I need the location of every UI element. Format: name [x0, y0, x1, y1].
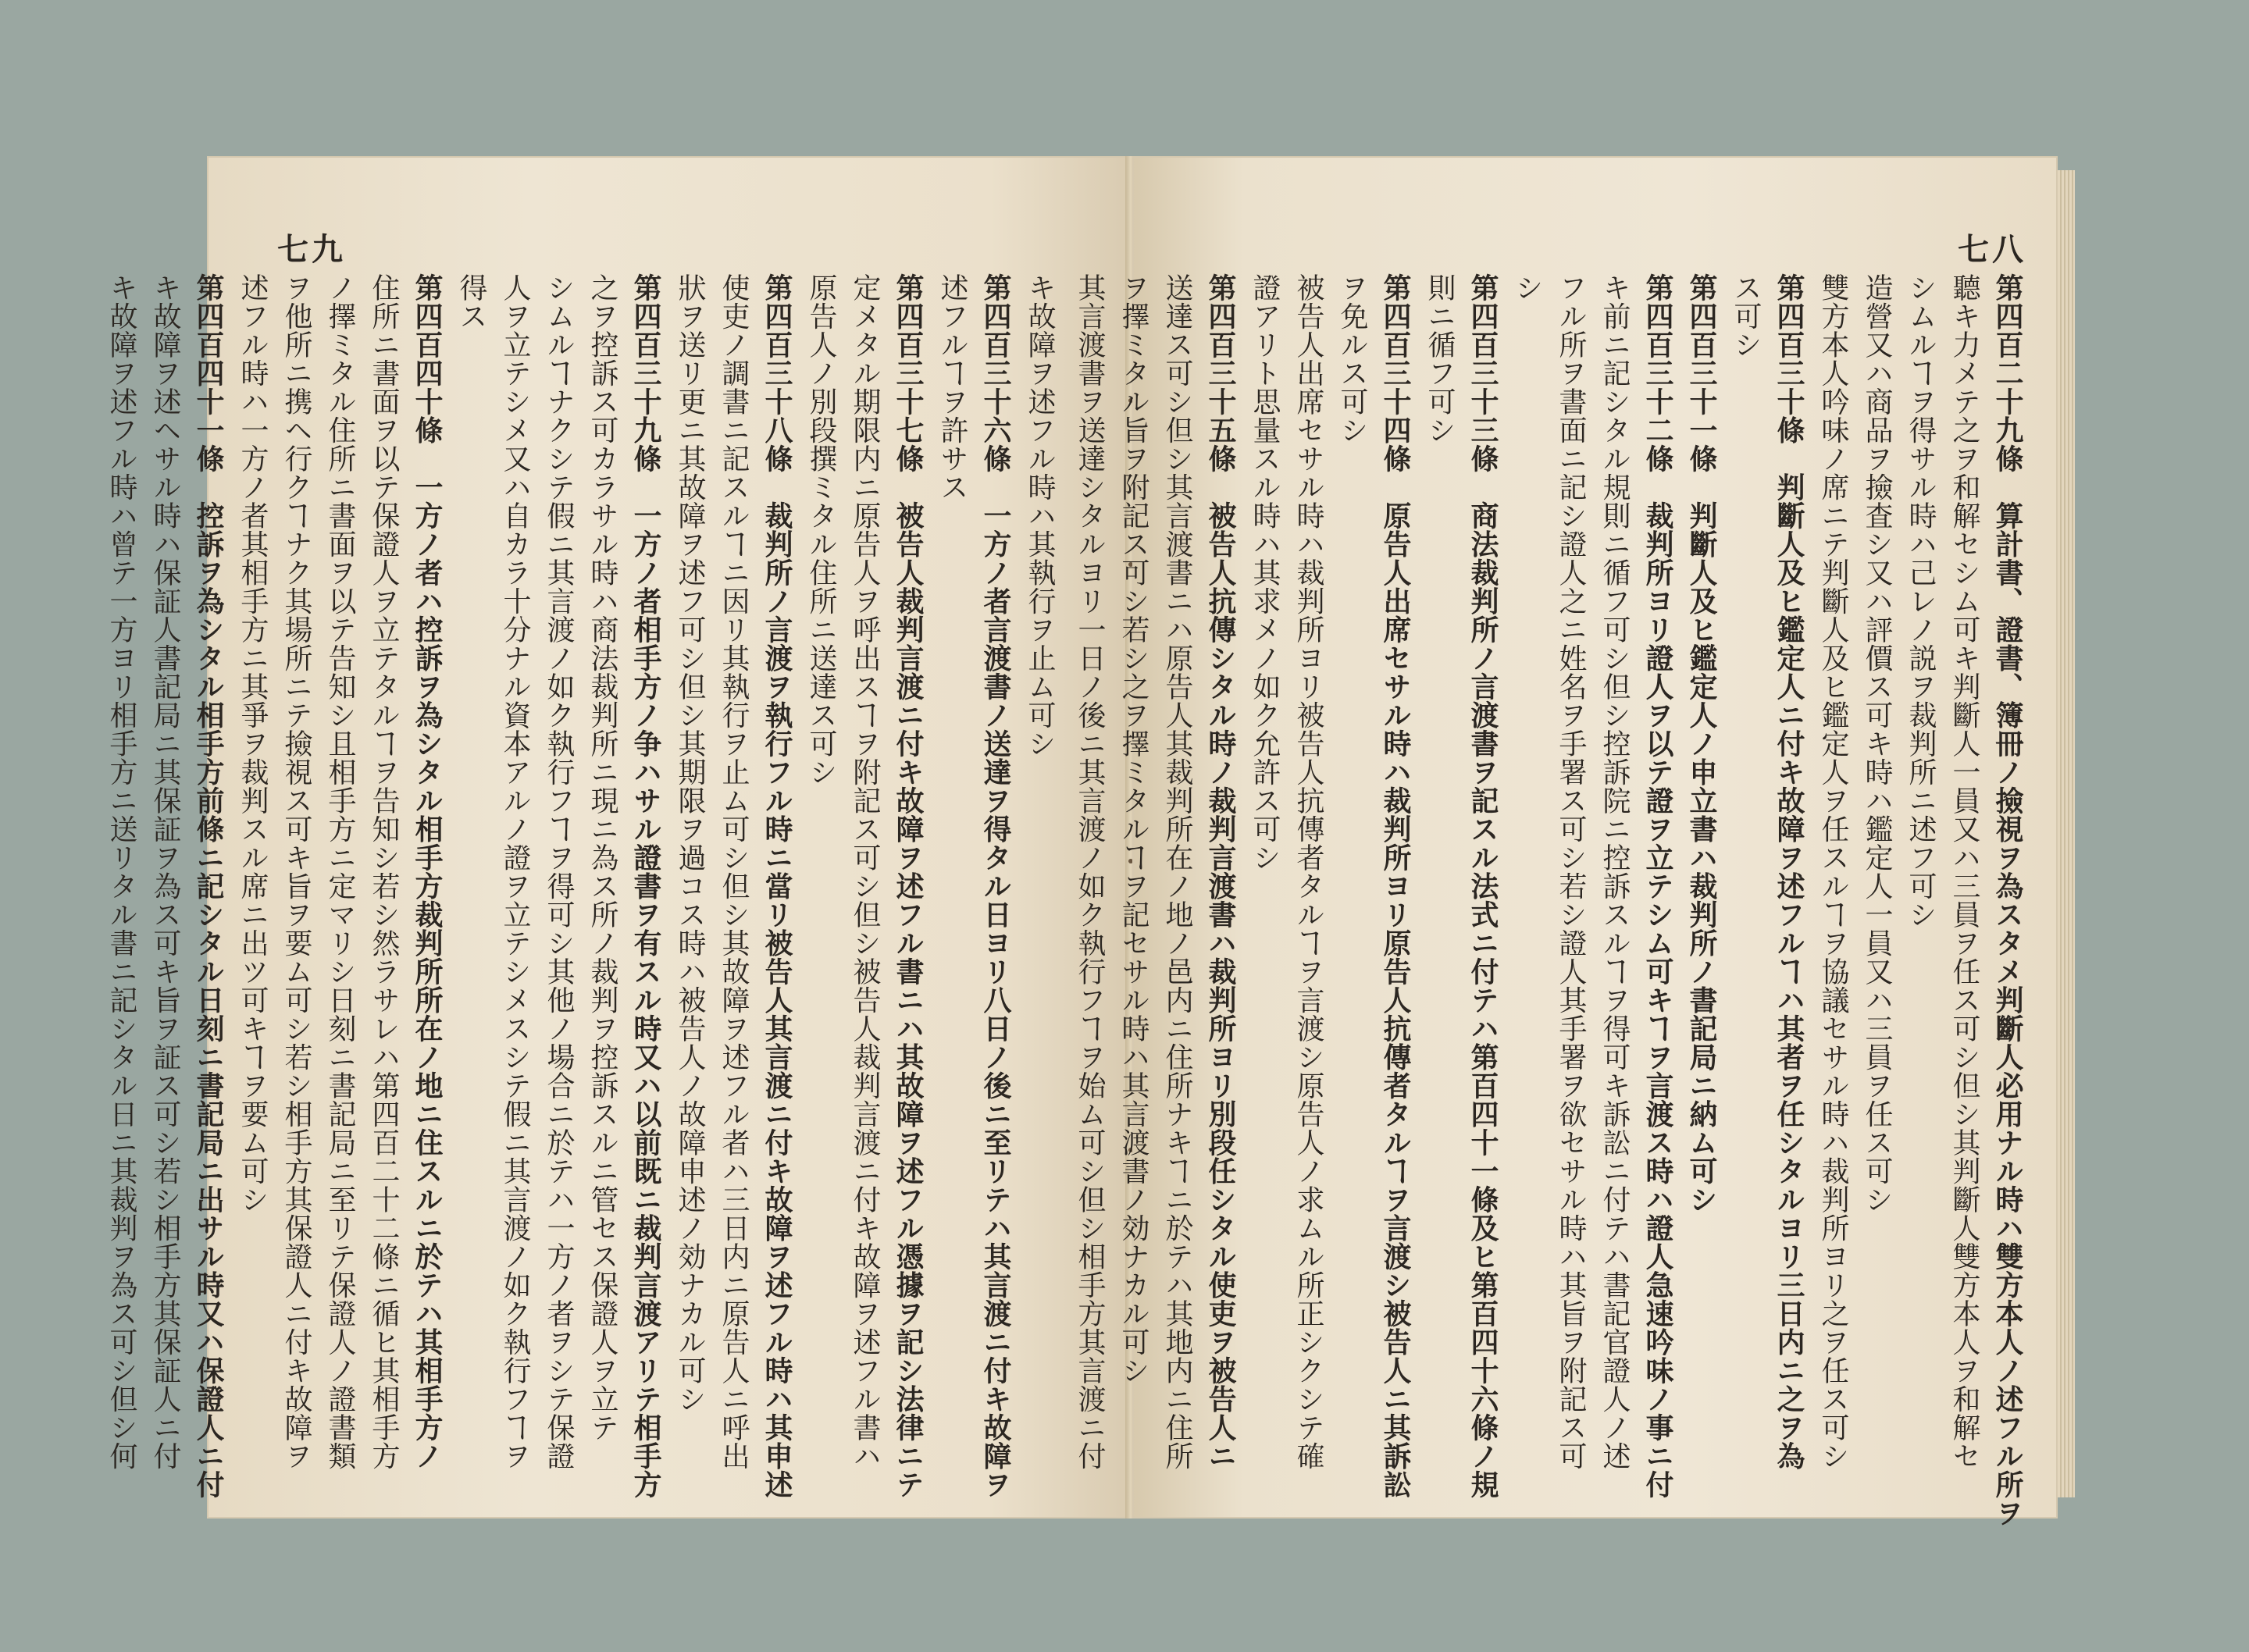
- page-edges: [2058, 170, 2075, 1497]
- text-column: 第四百三十六條 一方ノ者言渡書ノ送達ヲ得タル日ヨリ八日ノ後ニ至リテハ其言渡ニ付キ故障ヲ: [979, 273, 1012, 1499]
- text-column: 人ヲ立テシメ又ハ自カラ十分ナル資本アルノ證ヲ立テシメスシテ假ニ其言渡ノ如ク執行フヿヲ: [499, 273, 531, 1470]
- text-column: 使吏ノ調書ニ記スルヿニ因リ其執行ヲ止ム可シ但シ其故障ヲ述フル者ハ三日内ニ原告人ニ呼出: [718, 273, 750, 1470]
- text-column: 第四百三十條 判斷人及ヒ鑑定人ニ付キ故障ヲ述フルヿハ其者ヲ任シタルヨリ三日内ニ之ヲ為: [1773, 273, 1805, 1470]
- text-column: 第四百三十五條 被告人抗傳シタル時ノ裁判言渡書ハ裁判所ヨリ別段任シタル使吏ヲ被告人ニ: [1204, 273, 1237, 1470]
- text-column: キ故障ヲ述フル時ハ曾テ一方ヨリ相手方ニ送リタル書ニ記シタル日ニ其裁判ヲ為ス可シ但シ何: [105, 273, 137, 1470]
- text-column: 之ヲ控訴ス可カラサル時ハ商法裁判所ニ現ニ為ス所ノ裁判ヲ控訴スルニ管セス保證人ヲ立テ: [586, 273, 618, 1442]
- text-column: 送達ス可シ但シ其言渡書ニハ原告人其裁判所在ノ地ノ邑内ニ住所ナキヿニ於テハ其地内ニ住所: [1161, 273, 1193, 1470]
- text-column: 第四百四十條 一方ノ者ハ控訴ヲ為シタル相手方裁判所所在ノ地ニ住スルニ於テハ其相手方ノ: [411, 273, 444, 1470]
- text-column: キ故障ヲ述ヘサル時ハ保証人書記局ニ其保証ヲ為ス可キ旨ヲ証ス可シ若シ相手方其保証人ニ付: [149, 273, 181, 1470]
- text-column: ス可シ: [1730, 273, 1762, 359]
- text-column: 狀ヲ送リ更ニ其故障ヲ述フ可シ但シ其期限ヲ過コス時ハ被告人ノ故障申述ノ効ナカル可シ: [674, 273, 706, 1413]
- text-column: シムルヿナクシテ假ニ其言渡ノ如ク執行フヿヲ得可シ其他ノ場合ニ於テハ一方ノ者ヲシテ保證: [543, 273, 575, 1470]
- text-column: ヲ擇ミタル旨ヲ附記ス可シ若シ之ヲ擇ミタルヿヲ記セサル時ハ其言渡書ノ効ナカル可シ: [1117, 273, 1149, 1385]
- text-column: 定メタル期限内ニ原告人ヲ呼出スヿヲ附記ス可シ但シ被告人裁判言渡ニ付キ故障ヲ述フル書ハ: [849, 273, 881, 1470]
- open-book: [105, 156, 2073, 1527]
- text-column: 第四百三十二條 裁判所ヨリ證人ヲ以テ證ヲ立テシム可キヿヲ言渡ス時ハ證人急速吟味ノ事ニ付: [1641, 273, 1674, 1499]
- text-column: 第四百二十九條 算計書、證書、簿冊ノ撿視ヲ為スタメ判斷人必用ナル時ハ雙方本人ノ述フル所ヲ: [1991, 273, 2024, 1527]
- text-column: キ前ニ記シタル規則ニ循フ可シ但シ控訴院ニ控訴スルヿヲ得可キ訴訟ニ付テハ書記官證人ノ述: [1599, 273, 1631, 1470]
- text-column: 第四百三十九條 一方ノ者相手方ノ争ハサル證書ヲ有スル時又ハ以前既ニ裁判言渡アリテ相手方: [629, 273, 662, 1499]
- right-page-number: 七八: [1958, 231, 2026, 268]
- text-column: 得ス: [455, 273, 487, 330]
- left-page: [105, 156, 1128, 1518]
- text-column: ノ擇ミタル住所ニ書面ヲ以テ告知シ且相手方ニ定マリシ日刻ニ書記局ニ至リテ保證人ノ證書類: [324, 273, 356, 1470]
- text-column: 第四百三十八條 裁判所ノ言渡ヲ執行フル時ニ當リ被告人其言渡ニ付キ故障ヲ述フル時ハ其申述: [761, 273, 793, 1499]
- text-column: キ故障ヲ述フル時ハ其執行ヲ止ム可シ: [1024, 273, 1056, 758]
- text-column: 則ニ循フ可シ: [1424, 273, 1456, 444]
- text-column: フル所ヲ書面ニ記シ證人之ニ姓名ヲ手署ス可シ若シ證人其手署ヲ欲セサル時ハ其旨ヲ附記ス可: [1555, 273, 1587, 1470]
- text-column: 述フルヿヲ許サス: [936, 273, 968, 501]
- text-column: 第四百三十三條 商法裁判所ノ言渡書ヲ記スル法式ニ付テハ第百四十一條及ヒ第百四十六條ノ規: [1467, 273, 1499, 1499]
- right-page: [1074, 156, 2058, 1527]
- text-column: ヲ免ルス可シ: [1336, 273, 1368, 444]
- text-column: 原告人ノ別段撰ミタル住所ニ送達ス可シ: [805, 273, 837, 786]
- text-column: 聽キ力メテ之ヲ和解セシム可キ判斷人一員又ハ三員ヲ任ス可シ但シ其判斷人雙方本人ヲ和解セ: [1948, 273, 1980, 1470]
- text-column: 造營又ハ商品ヲ撿査シ又ハ評價ス可キ時ハ鑑定人一員又ハ三員ヲ任ス可シ: [1861, 273, 1893, 1214]
- right-page-text: [1074, 273, 2026, 1527]
- text-column: 住所ニ書面ヲ以テ保證人ヲ立テタルヿヲ告知シ若シ然ラサレハ第四百二十二條ニ循ヒ其相手方: [368, 273, 400, 1470]
- text-column: 雙方本人吟味ノ席ニテ判斷人及ヒ鑑定人ヲ任スルヿヲ協議セサル時ハ裁判所ヨリ之ヲ任ス可シ: [1817, 273, 1849, 1470]
- left-page-number: 七九: [277, 231, 346, 268]
- text-column: 其言渡書ヲ送達シタルヨリ一日ノ後ニ其言渡ノ如ク執行フヿヲ始ム可シ但シ相手方其言渡ニ付: [1074, 273, 1106, 1470]
- text-column: シ: [1511, 273, 1543, 302]
- text-column: 述フル時ハ一方ノ者其相手方ニ其爭ヲ裁判スル席ニ出ツ可キヿヲ要ム可シ: [237, 273, 269, 1214]
- text-column: 證アリト思量スル時ハ其求メノ如ク允許ス可シ: [1249, 273, 1281, 872]
- text-column: ヲ他所ニ携ヘ行クヿナク其場所ニテ撿視ス可キ旨ヲ要ム可シ若シ相手方其保證人ニ付キ故障ヲ: [280, 273, 312, 1470]
- text-column: 第四百四十一條 控訴ヲ為シタル相手方前條ニ記シタル日刻ニ書記局ニ出サル時又ハ保證人ニ付: [192, 273, 225, 1499]
- text-column: 被告人出席セサル時ハ裁判所ヨリ被告人抗傳者タルヿヲ言渡シ原告人ノ求ムル所正シクシテ確: [1292, 273, 1324, 1470]
- left-page-text: [105, 273, 1058, 1499]
- text-column: シムルヿヲ得サル時ハ己レノ説ヲ裁判所ニ述フ可シ: [1905, 273, 1937, 929]
- text-column: 第四百三十一條 判斷人及ヒ鑑定人ノ申立書ハ裁判所ノ書記局ニ納ム可シ: [1685, 273, 1718, 1214]
- text-column: 第四百三十四條 原告人出席セサル時ハ裁判所ヨリ原告人抗傳者タルヿヲ言渡シ被告人ニ其訴訟: [1379, 273, 1412, 1499]
- text-column: 第四百三十七條 被告人裁判言渡ニ付キ故障ヲ述フル書ニハ其故障ヲ述フル憑據ヲ記シ法律ニテ: [892, 273, 925, 1499]
